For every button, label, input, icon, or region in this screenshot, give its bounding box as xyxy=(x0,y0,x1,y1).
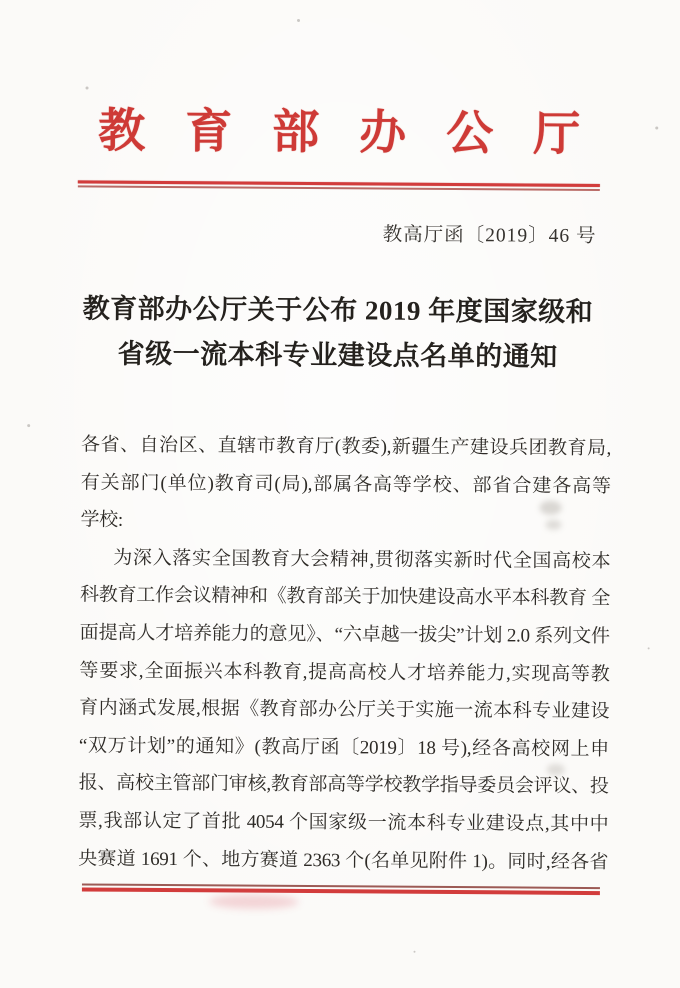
issuing-agency-header: 教育部办公厅 xyxy=(98,105,621,162)
body-line: 各省、自治区、直辖市教育厅(教委),新疆生产建设兵团教育局, xyxy=(80,434,612,460)
body-line: 育内涵式发展,根据《教育部办公厅关于实施一流本科专业建设 xyxy=(79,697,610,723)
scan-artifact xyxy=(86,86,89,89)
body-line: 报、高校主管部门审核,教育部高等学校教学指导委员会评议、投 xyxy=(78,772,609,798)
body-line: 面提高人才培养能力的意见》、“六卓越一拔尖”计划 2.0 系列文件 xyxy=(79,622,610,648)
body-line: “双万计划”的通知》(教高厅函〔2019〕18 号),经各高校网上申 xyxy=(78,735,609,760)
body-text xyxy=(0,426,677,882)
scan-artifact xyxy=(209,894,299,909)
scan-artifact xyxy=(297,19,300,22)
document-title xyxy=(0,286,678,381)
body-line: 等要求,全面振兴本科教育,提高高校人才培养能力,实现高等教 xyxy=(79,659,610,685)
title-line-1: 教育部办公厅关于公布 2019 年度国家级和 xyxy=(82,293,594,328)
title-line-2: 省级一流本科专业建设点名单的通知 xyxy=(117,338,558,372)
body-line: 学校: xyxy=(80,509,123,531)
document-number: 教高厅函〔2019〕46 号 xyxy=(382,224,597,248)
body-line: 有关部门(单位)教育司(局),部属各高等学校、部省合建各高等 xyxy=(80,472,611,497)
red-footer-rule xyxy=(82,883,600,894)
red-footer-rule-thick-line xyxy=(82,887,600,895)
scan-artifact xyxy=(413,951,415,953)
body-line: 央赛道 1691 个、地方赛道 2363 个(名单见附件 1)。同时,经各省 xyxy=(78,847,609,873)
body-line: 票,我部认定了首批 4054 个国家级一流本科专业建设点,其中中 xyxy=(78,810,609,836)
body-line: 为深入落实全国教育大会精神,贯彻落实新时代全国高校本 xyxy=(113,547,611,572)
red-header-rule xyxy=(78,180,600,191)
body-line: 科教育工作会议精神和《教育部关于加快建设高水平本科教育 全 xyxy=(79,584,611,610)
